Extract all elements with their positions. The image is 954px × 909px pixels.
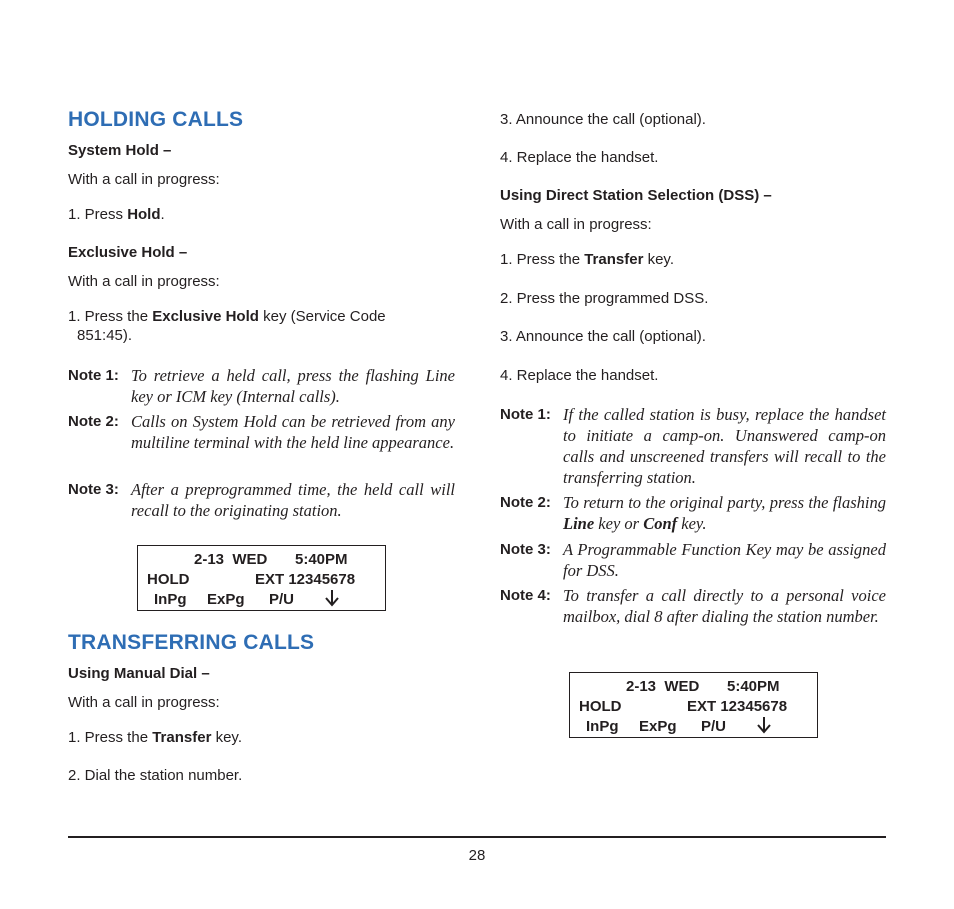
footer-divider	[68, 836, 886, 838]
dss-heading: Using Direct Station Selection (DSS) –	[500, 187, 772, 204]
note-label: Note 1:	[68, 367, 119, 384]
note-text-part: key.	[677, 514, 707, 533]
holding-note-3	[68, 479, 455, 521]
softkey-inpg: InPg	[154, 591, 187, 608]
softkey-expg: ExPg	[639, 718, 677, 735]
transfer-note-1	[500, 404, 886, 488]
lcd-status: HOLD	[147, 571, 190, 588]
note-text: Calls on System Hold can be retrieved from any multiline terminal with the held line appearance.	[131, 412, 455, 452]
note-text-part: To return to the original party, press the flashing	[563, 493, 886, 512]
softkey-pu: P/U	[269, 591, 295, 608]
step-text: 1. Press the	[68, 729, 153, 746]
transfer-note-4	[500, 585, 886, 648]
manual-dial-step-1	[68, 727, 242, 748]
manual-dial-step-4: 4. Replace the handset.	[500, 149, 659, 166]
holding-calls-title: HOLDING CALLS	[68, 108, 244, 131]
transferring-calls-title: TRANSFERRING CALLS	[68, 631, 315, 654]
manual-dial-intro: With a call in progress:	[68, 694, 220, 711]
step-text: key.	[211, 729, 242, 746]
lcd-date: 2-13 WED	[194, 551, 268, 568]
note-label: Note 2:	[500, 494, 551, 511]
exclusive-hold-heading: Exclusive Hold –	[68, 244, 188, 261]
lcd-time: 5:40PM	[295, 551, 348, 568]
step-text: key.	[643, 251, 674, 268]
note-label: Note 3:	[68, 481, 119, 498]
note-text: To retrieve a held call, press the flashing Line key or ICM key (Internal calls).	[131, 366, 455, 406]
exclusive-hold-step-1	[68, 306, 386, 327]
note-label: Note 3:	[500, 541, 551, 558]
dss-step-1	[500, 249, 674, 270]
lcd-date: 2-13 WED	[626, 678, 700, 695]
manual-dial-step-2: 2. Dial the station number.	[68, 767, 243, 784]
lcd-status: HOLD	[579, 698, 622, 715]
manual-dial-heading: Using Manual Dial –	[68, 665, 210, 682]
lcd-time: 5:40PM	[727, 678, 780, 695]
exclusive-hold-intro: With a call in progress:	[68, 273, 220, 290]
step-text: .	[160, 206, 165, 223]
step-text: key (Service Code	[258, 308, 386, 325]
softkey-inpg: InPg	[586, 718, 619, 735]
holding-note-1	[68, 365, 455, 407]
note-label: Note 2:	[68, 413, 119, 430]
note-text: A Programmable Function Key may be assigned for DSS.	[563, 540, 886, 580]
note-text-part: key or	[594, 514, 644, 533]
line-key-label: Line	[563, 514, 595, 533]
conf-key-label: Conf	[643, 514, 678, 533]
note-text	[563, 492, 886, 534]
arrow-down-icon	[756, 716, 772, 734]
dss-step-2: 2. Press the programmed DSS.	[500, 290, 709, 307]
exclusive-hold-key-label: Exclusive Hold	[152, 308, 259, 325]
dss-step-4: 4. Replace the handset.	[500, 367, 659, 384]
step-text: 1. Press	[68, 206, 128, 223]
holding-note-2	[68, 411, 455, 474]
lcd-display	[137, 545, 386, 611]
lcd-extension: EXT 12345678	[687, 698, 788, 715]
dss-intro: With a call in progress:	[500, 216, 652, 233]
step-text: 1. Press the	[500, 251, 585, 268]
transfer-note-2	[500, 492, 886, 534]
note-text: If the called station is busy, replace the handset to initiate a camp-on. Unanswered camp-on calls and unscreened transfers will recall to the transferring station.	[563, 405, 886, 487]
exclusive-hold-step-1-cont: 851:45).	[77, 327, 133, 344]
transfer-note-3	[500, 539, 886, 581]
softkey-expg: ExPg	[207, 591, 245, 608]
transfer-key-label: Transfer	[152, 729, 212, 746]
system-hold-intro: With a call in progress:	[68, 171, 220, 188]
manual-dial-step-3: 3. Announce the call (optional).	[500, 111, 706, 128]
step-text: 1. Press the	[68, 308, 153, 325]
note-text: After a preprogrammed time, the held call will recall to the originating station.	[131, 480, 455, 520]
transfer-key-label: Transfer	[584, 251, 644, 268]
lcd-extension: EXT 12345678	[255, 571, 356, 588]
hold-key-label: Hold	[127, 206, 161, 223]
lcd-display	[569, 672, 818, 738]
softkey-pu: P/U	[701, 718, 727, 735]
system-hold-heading: System Hold –	[68, 142, 172, 159]
note-text: To transfer a call directly to a personal voice mailbox, dial 8 after dialing the station number.	[563, 586, 886, 626]
arrow-down-icon	[324, 589, 340, 607]
note-label: Note 1:	[500, 406, 551, 423]
dss-step-3: 3. Announce the call (optional).	[500, 328, 706, 345]
system-hold-step-1	[68, 204, 165, 225]
page-number: 28	[468, 847, 486, 864]
note-label: Note 4:	[500, 587, 551, 604]
